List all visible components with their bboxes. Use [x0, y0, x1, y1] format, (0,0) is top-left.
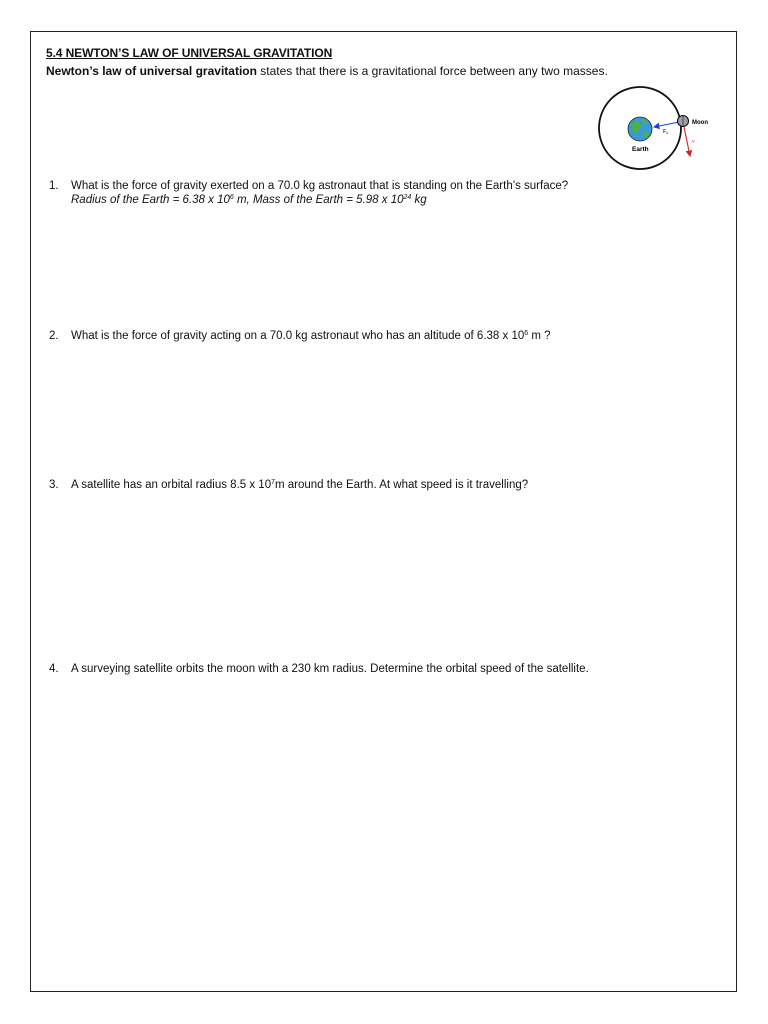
question-3 — [49, 479, 528, 491]
question-4 — [49, 663, 589, 675]
mass-exponent: 24 — [403, 194, 412, 201]
question-number: 4. — [49, 663, 59, 675]
page-title: 5.4 NEWTON’S LAW OF UNIVERSAL GRAVITATION — [46, 46, 333, 60]
altitude-exponent: 6 — [524, 330, 529, 337]
question-number: 1. — [49, 180, 59, 192]
question-text-end: m around the Earth. At what speed is it travelling? — [275, 479, 529, 491]
question-2 — [49, 330, 551, 342]
moon-label: Moon — [692, 120, 708, 126]
question-text: What is the force of gravity exerted on a 70.0 kg astronaut that is standing on the Earth’s surface? — [71, 180, 569, 192]
radius-exponent: 7 — [271, 479, 275, 486]
velocity-label: v — [692, 139, 695, 145]
velocity-arrow — [684, 127, 690, 156]
question-number: 3. — [49, 479, 59, 491]
question-text: A satellite has an orbital radius 8.5 x 10 — [71, 479, 272, 491]
intro-text: states that there is a gravitational force between any two masses. — [256, 64, 608, 78]
given-radius: Radius of the Earth = 6.38 x 10 — [71, 194, 230, 206]
question-1 — [49, 180, 568, 206]
force-label — [663, 129, 668, 135]
question-text-end: m ? — [528, 330, 551, 342]
earth-icon — [628, 117, 652, 141]
given-values — [49, 194, 568, 206]
question-text: A surveying satellite orbits the moon with a 230 km radius. Determine the orbital speed of the satellite. — [71, 663, 589, 675]
radius-exponent: 6 — [229, 194, 234, 201]
intro-paragraph — [46, 64, 608, 78]
orbit-diagram — [596, 82, 718, 178]
force-subscript: c — [666, 131, 669, 135]
given-mass: m, Mass of the Earth = 5.98 x 10 — [233, 194, 404, 206]
mass-unit: kg — [411, 194, 427, 206]
force-symbol: F — [663, 129, 667, 135]
force-arrow — [654, 122, 679, 127]
question-text: What is the force of gravity acting on a 70.0 kg astronaut who has an altitude of 6.38 x 10 — [71, 330, 525, 342]
earth-label: Earth — [632, 146, 649, 153]
question-number: 2. — [49, 330, 59, 342]
intro-term: Newton’s law of universal gravitation — [46, 64, 257, 78]
